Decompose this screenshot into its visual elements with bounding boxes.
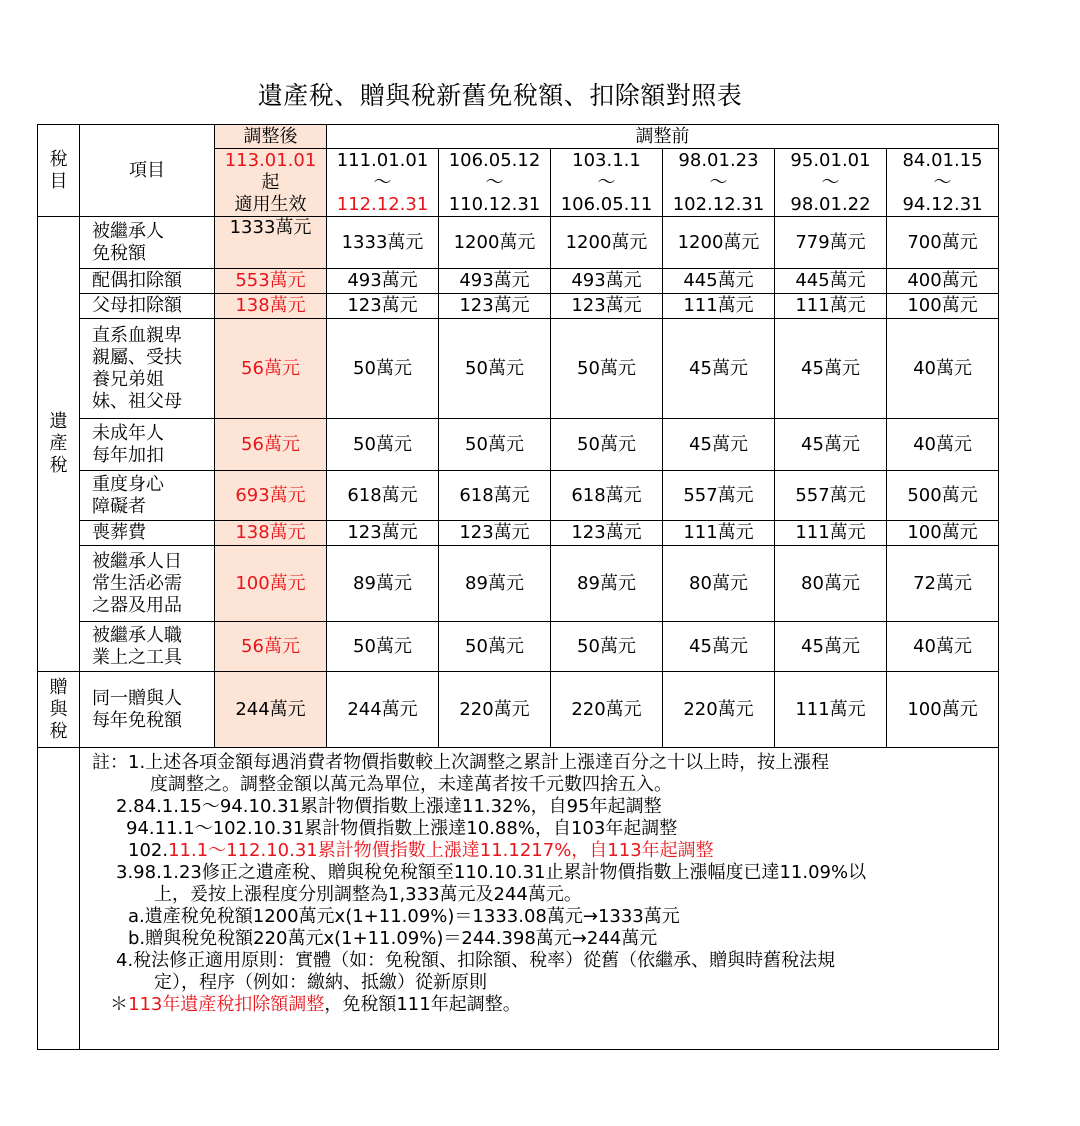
period-tilde: 〜 [821, 171, 840, 193]
period-cell [775, 149, 887, 217]
after-value: 56萬元 [215, 622, 327, 672]
table-row [38, 294, 999, 319]
after-period-end: 適用生效 [234, 193, 307, 215]
note-2a: 2.84.1.15〜94.10.31累計物價指數上漲達11.32%，自95年起調整 [116, 796, 662, 817]
row-item-label: 重度身心 障礙者 [80, 471, 215, 521]
period-end: 94.12.31 [902, 193, 983, 215]
row-item-label: 未成年人 每年加扣 [80, 419, 215, 471]
period-end: 98.01.22 [790, 193, 871, 215]
note-3d: b.贈與稅免稅額220萬元x(1+11.09%)＝244.398萬元→244萬元 [128, 928, 658, 949]
table-row [38, 419, 999, 471]
after-adjustment-header: 調整後 [215, 125, 327, 149]
before-value: 123萬元 [439, 294, 551, 319]
after-value: 100萬元 [215, 546, 327, 622]
before-value: 445萬元 [663, 269, 775, 294]
note-1a: 註：1.上述各項金額每遇消費者物價指數較上次調整之累計上漲達百分之十以上時，按上漲程 [92, 752, 830, 773]
before-value: 80萬元 [775, 546, 887, 622]
period-cell [439, 149, 551, 217]
table-row [38, 471, 999, 521]
row-item-label: 被繼承人日 常生活必需 之器及用品 [80, 546, 215, 622]
after-period-cell [215, 149, 327, 217]
table-row [38, 622, 999, 672]
before-value: 779萬元 [775, 217, 887, 269]
row-item-label: 直系血親卑 親屬、受扶 養兄弟姐 妹、祖父母 [80, 319, 215, 419]
before-value: 80萬元 [663, 546, 775, 622]
note-2c [92, 840, 998, 862]
before-value: 220萬元 [663, 672, 775, 748]
before-value: 45萬元 [663, 419, 775, 471]
period-tilde: 〜 [933, 171, 952, 193]
note-5-star: ＊ [110, 994, 128, 1015]
before-value: 45萬元 [663, 319, 775, 419]
before-value: 123萬元 [327, 521, 439, 546]
before-value: 100萬元 [887, 294, 999, 319]
before-value: 557萬元 [775, 471, 887, 521]
note-3c: a.遺產稅免稅額1200萬元x(1+11.09%)＝1333.08萬元→1333萬元 [128, 906, 680, 927]
table-row [38, 672, 999, 748]
before-value: 557萬元 [663, 471, 775, 521]
row-item-label: 配偶扣除額 [80, 269, 215, 294]
period-end: 112.12.31 [336, 193, 429, 215]
after-value: 553萬元 [215, 269, 327, 294]
notes-side-cell [38, 748, 80, 1050]
before-value: 493萬元 [439, 269, 551, 294]
before-value: 40萬元 [887, 622, 999, 672]
before-value: 1200萬元 [663, 217, 775, 269]
before-value: 45萬元 [663, 622, 775, 672]
after-value: 56萬元 [215, 319, 327, 419]
table-row [38, 269, 999, 294]
row-item-label: 喪葬費 [80, 521, 215, 546]
before-value: 111萬元 [663, 521, 775, 546]
period-start: 98.01.23 [678, 149, 759, 171]
before-value: 618萬元 [551, 471, 663, 521]
before-value: 45萬元 [775, 419, 887, 471]
before-value: 50萬元 [327, 319, 439, 419]
before-value: 220萬元 [439, 672, 551, 748]
row-item-label: 被繼承人 免稅額 [80, 217, 215, 269]
row-item-label: 父母扣除額 [80, 294, 215, 319]
before-value: 45萬元 [775, 319, 887, 419]
note-5-highlight: 113年遺產稅扣除額調整 [128, 994, 325, 1015]
after-value: 693萬元 [215, 471, 327, 521]
after-value: 244萬元 [215, 672, 327, 748]
note-2c-highlight: 11.1〜112.10.31累計物價指數上漲達11.1217%，自113年起調整 [168, 840, 714, 861]
before-value: 618萬元 [327, 471, 439, 521]
row-item-label: 被繼承人職 業上之工具 [80, 622, 215, 672]
note-1b: 度調整之。調整金額以萬元為單位，未達萬者按千元數四捨五入。 [150, 774, 672, 795]
before-value: 40萬元 [887, 319, 999, 419]
table-row [38, 217, 999, 269]
before-value: 700萬元 [887, 217, 999, 269]
notes-cell [80, 748, 999, 1050]
before-value: 618萬元 [439, 471, 551, 521]
after-value: 56萬元 [215, 419, 327, 471]
note-2c-prefix: 102. [128, 840, 169, 861]
after-value: 138萬元 [215, 521, 327, 546]
period-start: 84.01.15 [902, 149, 983, 171]
before-value: 100萬元 [887, 672, 999, 748]
before-value: 89萬元 [439, 546, 551, 622]
before-value: 220萬元 [551, 672, 663, 748]
table-row [38, 546, 999, 622]
before-value: 111萬元 [775, 672, 887, 748]
page-title: 遺產稅、贈與稅新舊免稅額、扣除額對照表 [257, 81, 743, 110]
tax-category-header: 稅 目 [38, 125, 80, 217]
after-value: 1333萬元 [215, 217, 327, 269]
note-4a: 4.稅法修正適用原則：實體（如：免稅額、扣除額、稅率）從舊（依繼承、贈與時舊稅法規 [116, 950, 836, 971]
period-tilde: 〜 [485, 171, 504, 193]
before-value: 50萬元 [439, 319, 551, 419]
note-5 [92, 994, 998, 1016]
before-value: 500萬元 [887, 471, 999, 521]
before-value: 244萬元 [327, 672, 439, 748]
note-3a: 3.98.1.23修正之遺產稅、贈與稅免稅額至110.10.31止累計物價指數上漲幅度已達11.09%以 [116, 862, 867, 883]
before-value: 493萬元 [327, 269, 439, 294]
before-value: 45萬元 [775, 622, 887, 672]
period-cell [327, 149, 439, 217]
before-value: 50萬元 [551, 419, 663, 471]
period-end: 106.05.11 [560, 193, 653, 215]
before-value: 50萬元 [327, 419, 439, 471]
row-item-label: 同一贈與人 每年免稅額 [80, 672, 215, 748]
before-adjustment-header: 調整前 [327, 125, 999, 149]
before-value: 400萬元 [887, 269, 999, 294]
period-start: 95.01.01 [790, 149, 871, 171]
period-cell [663, 149, 775, 217]
period-cell [551, 149, 663, 217]
period-cell [887, 149, 999, 217]
before-value: 50萬元 [551, 622, 663, 672]
comparison-table [37, 124, 999, 1050]
section-gift-tax: 贈 與 稅 [38, 672, 80, 748]
period-start: 111.01.01 [336, 149, 429, 171]
before-value: 111萬元 [663, 294, 775, 319]
before-value: 40萬元 [887, 419, 999, 471]
before-value: 89萬元 [327, 546, 439, 622]
after-period-start: 113.01.01 [224, 149, 317, 171]
item-header: 項目 [80, 125, 215, 217]
note-2b: 94.11.1〜102.10.31累計物價指數上漲達10.88%，自103年起調整 [126, 818, 678, 839]
after-period-mid: 起 [261, 171, 280, 193]
after-value: 138萬元 [215, 294, 327, 319]
before-value: 445萬元 [775, 269, 887, 294]
note-5-rest: ，免稅額111年起調整。 [324, 994, 521, 1015]
note-4b: 定），程序（例如：繳納、抵繳）從新原則 [154, 972, 487, 993]
period-tilde: 〜 [709, 171, 728, 193]
before-value: 50萬元 [439, 419, 551, 471]
note-3b: 上，爰按上漲程度分別調整為1,333萬元及244萬元。 [154, 884, 582, 905]
before-value: 123萬元 [551, 294, 663, 319]
table-row [38, 521, 999, 546]
before-value: 111萬元 [775, 294, 887, 319]
before-value: 72萬元 [887, 546, 999, 622]
table-row [38, 319, 999, 419]
section-estate-tax: 遺 產 稅 [38, 217, 80, 672]
before-value: 123萬元 [327, 294, 439, 319]
period-tilde: 〜 [597, 171, 616, 193]
period-start: 106.05.12 [448, 149, 541, 171]
before-value: 89萬元 [551, 546, 663, 622]
before-value: 111萬元 [775, 521, 887, 546]
period-tilde: 〜 [373, 171, 392, 193]
before-value: 50萬元 [551, 319, 663, 419]
period-end: 102.12.31 [672, 193, 765, 215]
before-value: 1200萬元 [551, 217, 663, 269]
before-value: 1200萬元 [439, 217, 551, 269]
before-value: 50萬元 [439, 622, 551, 672]
before-value: 123萬元 [551, 521, 663, 546]
before-value: 1333萬元 [327, 217, 439, 269]
before-value: 50萬元 [327, 622, 439, 672]
before-value: 123萬元 [439, 521, 551, 546]
period-end: 110.12.31 [448, 193, 541, 215]
period-start: 103.1.1 [572, 149, 641, 171]
before-value: 493萬元 [551, 269, 663, 294]
before-value: 100萬元 [887, 521, 999, 546]
